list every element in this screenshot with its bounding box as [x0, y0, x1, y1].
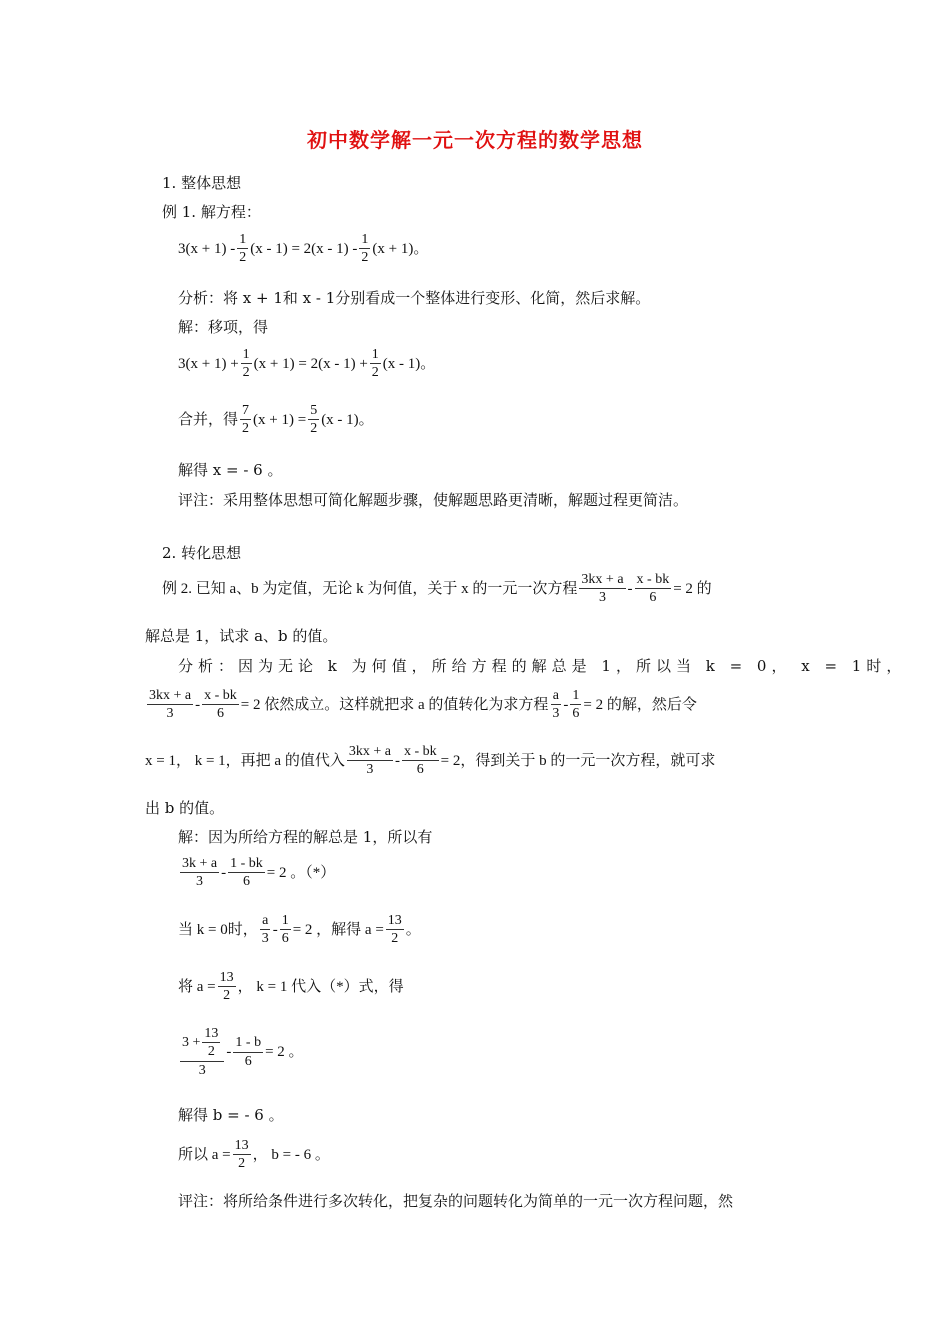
equation-text: - [627, 580, 633, 597]
equation-final [178, 1138, 330, 1172]
equation-text: - [226, 1044, 232, 1061]
equation-text: = 2 ，解得 a = [292, 921, 384, 938]
fraction: $\frac{x - bk}{6}$ [636, 572, 670, 606]
fraction: $\frac{3k + a}{3}$ [182, 856, 218, 890]
equation-text: 例 2. 已知 a、b 为定值，无论 k 为何值，关于 x 的一元一次方程 [162, 580, 578, 597]
fraction: 3 + $\frac{13}{2}$ 3 [180, 1026, 224, 1078]
equation-text: 将 a = [178, 978, 216, 995]
equation-text: - [195, 696, 201, 713]
equation-text: (x + 1)。 [372, 240, 429, 257]
example-1-label: 例 1. 解方程： [162, 203, 261, 221]
equation-text: 。 [405, 921, 421, 938]
equation-text: 3(x + 1) - [178, 240, 236, 257]
equation-text: - [221, 864, 227, 881]
fraction: $\frac{7}{2}$ [242, 403, 250, 437]
equation-text: x = 1， k = 1，再把 a 的值代入 [145, 752, 345, 769]
equation-text: - [394, 752, 400, 769]
equation-text: = 2，得到关于 b 的一元一次方程，就可求 [440, 752, 716, 769]
fraction: $\frac{1}{6}$ [572, 688, 580, 722]
comment-1: 评注：采用整体思想可简化解题步骤，使解题思路更清晰，解题过程更简洁。 [178, 491, 689, 509]
equation-text: (x - 1) = 2(x - 1) - [250, 240, 358, 257]
equation-text: = 2 的 [673, 580, 712, 597]
fraction: $\frac{1}{2}$ [239, 232, 247, 266]
analysis-2-line-2 [145, 688, 697, 722]
fraction: $\frac{1}{2}$ [371, 347, 379, 381]
equation-text: = 2 的解，然后令 [583, 696, 697, 713]
fraction: $\frac{1 - b}{6}$ [235, 1035, 262, 1069]
fraction: $\frac{x - bk}{6}$ [204, 688, 237, 722]
fraction: $\frac{3kx + a}{3}$ [581, 572, 624, 606]
section-heading-2: 2. 转化思想 [162, 544, 242, 562]
fraction: $\frac{1}{2}$ [361, 232, 369, 266]
fraction: $\frac{13}{2}$ [219, 970, 234, 1004]
result-b: 解得 b = - 6 。 [178, 1106, 284, 1124]
analysis-2-line-3 [145, 744, 715, 778]
equation-text: (x - 1)。 [382, 355, 436, 372]
equation-text: = 2 。（*） [266, 864, 336, 881]
equation-text: (x + 1) = [253, 411, 307, 428]
equation-text: ， b = - 6 。 [252, 1146, 330, 1163]
fraction: $\frac{13}{2}$ [204, 1026, 219, 1060]
fraction: $\frac{a}{3}$ [261, 913, 269, 947]
equation-text: 所以 a = [178, 1146, 231, 1163]
fraction: $\frac{3kx + a}{3}$ [348, 744, 391, 778]
fraction: $\frac{a}{3}$ [552, 688, 560, 722]
equation-text: 3(x + 1) + [178, 355, 239, 372]
equation-k0 [178, 913, 421, 947]
equation-text: = 2 。 [265, 1044, 304, 1061]
equation-text: (x - 1)。 [321, 411, 374, 428]
equation-3 [178, 403, 374, 437]
equation-nested [178, 1026, 304, 1078]
fraction: $\frac{13}{2}$ [387, 913, 402, 947]
equation-text: (x + 1) = 2(x - 1) + [253, 355, 368, 372]
document-title: 初中数学解一元一次方程的数学思想 [307, 128, 643, 152]
equation-text: ， k = 1 代入（*）式，得 [237, 978, 404, 995]
fraction: $\frac{1}{6}$ [281, 913, 289, 947]
result-1: 解得 x = - 6 。 [178, 461, 283, 479]
equation-text: 合并，得 [178, 411, 239, 428]
solution-1-intro: 解：移项，得 [178, 318, 269, 336]
equation-substitute [178, 970, 404, 1004]
equation-text: 当 k = 0时， [178, 921, 258, 938]
equation-2 [178, 347, 435, 381]
fraction: $\frac{13}{2}$ [234, 1138, 249, 1172]
equation-star [178, 856, 335, 890]
analysis-1: 分析：将 x + 1和 x - 1分别看成一个整体进行变形、化简，然后求解。 [178, 289, 651, 307]
analysis-2-line-4: 出 b 的值。 [145, 799, 225, 817]
comment-2: 评注：将所给条件进行多次转化，把复杂的问题转化为简单的一元一次方程问题，然 [178, 1192, 734, 1210]
fraction: $\frac{3kx + a}{3}$ [149, 688, 192, 722]
example-2-line [162, 572, 712, 606]
fraction: $\frac{5}{2}$ [310, 403, 318, 437]
equation-text: = 2 依然成立。这样就把求 a 的值转化为求方程 [240, 696, 549, 713]
section-heading-1: 1. 整体思想 [162, 174, 242, 192]
analysis-2-line-1: 分析：因为无论 k 为何值，所给方程的解总是 1，所以当 k = 0， x = 1时， [178, 657, 907, 675]
example-2-line-2: 解总是 1，试求 a、b 的值。 [145, 627, 338, 645]
fraction: $\frac{x - bk}{6}$ [403, 744, 437, 778]
equation-text: - [563, 696, 569, 713]
equation-1 [178, 232, 428, 266]
solution-2-intro: 解：因为所给方程的解总是 1，所以有 [178, 828, 433, 846]
equation-text: - [272, 921, 278, 938]
fraction: $\frac{1 - bk}{6}$ [230, 856, 263, 890]
fraction: $\frac{1}{2}$ [242, 347, 250, 381]
